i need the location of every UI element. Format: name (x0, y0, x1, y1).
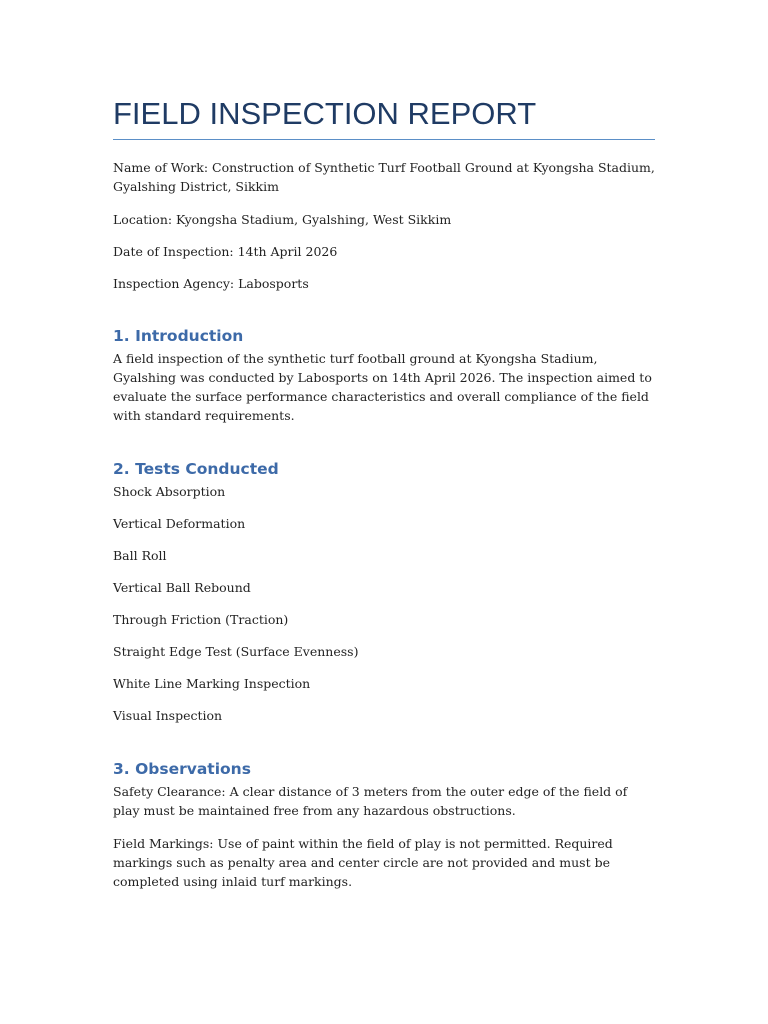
report-title: FIELD INSPECTION REPORT (113, 96, 537, 131)
test-item: Visual Inspection (113, 708, 223, 723)
test-item: Through Friction (Traction) (113, 612, 289, 627)
tests-heading: 2. Tests Conducted (113, 460, 279, 478)
safety-clearance: Safety Clearance: A clear distance of 3 meters from the outer edge of the field of play must be maintained free from any hazardous obstructions. (113, 784, 628, 818)
test-item: Ball Roll (113, 548, 167, 563)
introduction-heading: 1. Introduction (113, 327, 244, 345)
date-of-inspection: Date of Inspection: 14th April 2026 (113, 244, 338, 259)
test-item: Shock Absorption (113, 484, 226, 499)
inspection-agency: Inspection Agency: Labosports (113, 276, 309, 291)
test-item: Vertical Ball Rebound (113, 580, 251, 595)
location: Location: Kyongsha Stadium, Gyalshing, West Sikkim (113, 212, 452, 227)
test-item: Vertical Deformation (113, 516, 246, 531)
test-item: Straight Edge Test (Surface Evenness) (113, 644, 359, 659)
introduction-body: A field inspection of the synthetic turf football ground at Kyongsha Stadium, Gyalshing was conducted by Labosports on 14th April 2026. The inspection aimed to evaluate the surface performance characteristics and overall compliance of the field with standard requirements. (113, 351, 652, 423)
title-underline (113, 139, 655, 140)
name-of-work: Name of Work: Construction of Synthetic Turf Football Ground at Kyongsha Stadium, Gyalshing District, Sikkim (113, 160, 655, 194)
observations-heading: 3. Observations (113, 760, 251, 778)
field-markings: Field Markings: Use of paint within the field of play is not permitted. Required markings such as penalty area and center circle are not provided and must be completed using inlaid turf markings. (113, 836, 613, 889)
test-item: White Line Marking Inspection (113, 676, 311, 691)
